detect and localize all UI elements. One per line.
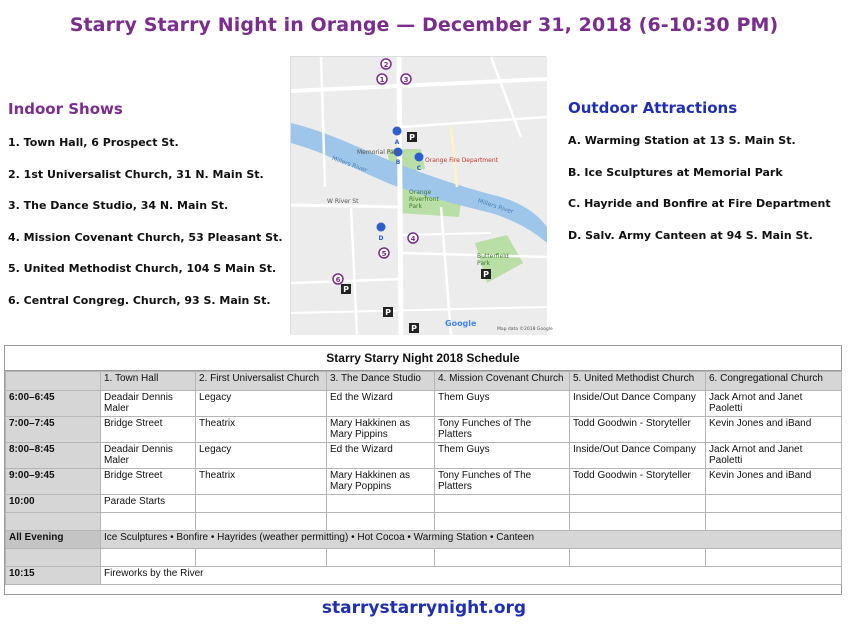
- outdoor-attraction-item: B. Ice Sculptures at Memorial Park: [568, 165, 783, 179]
- fireworks-cell: Fireworks by the River: [101, 567, 842, 585]
- indoor-show-item: 2. 1st Universalist Church, 31 N. Main St.: [8, 167, 264, 181]
- map-label: Memorial Park: [357, 149, 400, 156]
- table-row: [6, 417, 842, 443]
- parking-icon: [383, 307, 393, 317]
- outdoor-attraction-item: D. Salv. Army Canteen at 94 S. Main St.: [568, 228, 813, 242]
- marker-6-icon: [333, 274, 343, 284]
- table-row: [6, 549, 842, 567]
- table-cell: [327, 513, 435, 531]
- svg-text:2: 2: [383, 61, 389, 69]
- table-cell: Jack Arnot and Janet Paoletti: [706, 391, 842, 417]
- schedule-header-row: [6, 372, 842, 391]
- column-header: 6. Congregational Church: [706, 372, 842, 391]
- svg-text:1: 1: [379, 76, 385, 84]
- svg-text:B: B: [395, 159, 401, 166]
- table-cell: Todd Goodwin - Storyteller: [570, 417, 706, 443]
- column-header: 3. The Dance Studio: [327, 372, 435, 391]
- svg-text:6: 6: [335, 276, 341, 284]
- svg-text:P: P: [409, 133, 415, 142]
- indoor-shows-heading: Indoor Shows: [8, 100, 123, 118]
- indoor-show-item: 4. Mission Covenant Church, 53 Pleasant St.: [8, 230, 283, 244]
- indoor-show-item: 1. Town Hall, 6 Prospect St.: [8, 136, 179, 149]
- column-header: 4. Mission Covenant Church: [435, 372, 570, 391]
- table-cell: [570, 513, 706, 531]
- table-cell: Inside/Out Dance Company: [570, 391, 706, 417]
- table-cell: [706, 495, 842, 513]
- table-cell: Deadair Dennis Maler: [101, 391, 196, 417]
- parking-icon: [409, 323, 419, 333]
- table-row: [6, 391, 842, 417]
- table-cell: Bridge Street: [101, 469, 196, 495]
- table-cell: Theatrix: [196, 417, 327, 443]
- table-cell: [327, 549, 435, 567]
- table-cell: Bridge Street: [101, 417, 196, 443]
- map-label: W River St: [327, 198, 359, 205]
- column-header: 5. United Methodist Church: [570, 372, 706, 391]
- marker-1-icon: [377, 74, 387, 84]
- table-cell: Mary Hakkinen as Mary Pippins: [327, 417, 435, 443]
- indoor-show-item: 5. United Methodist Church, 104 S Main St.: [8, 262, 277, 275]
- column-header: 2. First Universalist Church: [196, 372, 327, 391]
- table-cell: Tony Funches of The Platters: [435, 417, 570, 443]
- outdoor-attraction-item: A. Warming Station at 13 S. Main St.: [568, 134, 796, 147]
- table-cell: Ed the Wizard: [327, 391, 435, 417]
- indoor-shows-list: [8, 136, 283, 325]
- table-cell: [196, 513, 327, 531]
- table-row: [6, 443, 842, 469]
- table-cell: [435, 495, 570, 513]
- map-label: Millers River: [330, 154, 369, 175]
- map-label: Butterfield Park: [477, 253, 509, 267]
- table-cell: Them Guys: [435, 443, 570, 469]
- table-cell: [101, 513, 196, 531]
- table-cell: Jack Arnot and Janet Paoletti: [706, 443, 842, 469]
- table-cell: Legacy: [196, 443, 327, 469]
- table-cell: [101, 549, 196, 567]
- table-cell: [435, 513, 570, 531]
- schedule-title: Starry Starry Night 2018 Schedule: [5, 346, 841, 371]
- main-street-road: [399, 57, 401, 335]
- table-cell: Tony Funches of The Platters: [435, 469, 570, 495]
- table-row: [6, 469, 842, 495]
- w-river-st-road: [291, 205, 399, 207]
- svg-text:P: P: [385, 308, 391, 317]
- table-cell: Todd Goodwin - Storyteller: [570, 469, 706, 495]
- svg-text:P: P: [411, 324, 417, 333]
- schedule-grid: [5, 371, 842, 585]
- table-cell: Legacy: [196, 391, 327, 417]
- map-label: Millers River: [476, 197, 515, 216]
- outdoor-attraction-item: C. Hayride and Bonfire at Fire Department: [568, 197, 831, 210]
- table-row: [6, 567, 842, 585]
- parking-icon: [407, 132, 417, 142]
- svg-text:3: 3: [403, 76, 409, 84]
- indoor-show-item: 6. Central Congreg. Church, 93 S. Main St.: [8, 293, 271, 307]
- svg-text:4: 4: [410, 235, 416, 243]
- marker-5-icon: [379, 248, 389, 258]
- table-cell: [570, 495, 706, 513]
- table-cell: [327, 495, 435, 513]
- table-cell: Deadair Dennis Maler: [101, 443, 196, 469]
- google-logo: Google: [445, 319, 477, 328]
- svg-text:C: C: [416, 165, 422, 172]
- table-cell: Kevin Jones and iBand: [706, 417, 842, 443]
- table-row: [6, 531, 842, 549]
- indoor-show-item: 3. The Dance Studio, 34 N. Main St.: [8, 199, 229, 212]
- svg-text:A: A: [394, 139, 400, 146]
- parking-icon: [481, 269, 491, 279]
- table-cell: [706, 549, 842, 567]
- time-cell: 10:00: [6, 495, 101, 513]
- all-evening-cell: Ice Sculptures • Bonfire • Hayrides (weather permitting) • Hot Cocoa • Warming Station • Canteen: [101, 531, 842, 549]
- table-cell: Ed the Wizard: [327, 443, 435, 469]
- table-cell: Parade Starts: [101, 495, 196, 513]
- time-cell: 7:00–7:45: [6, 417, 101, 443]
- map-label: Orange Fire Department: [425, 157, 498, 164]
- svg-text:P: P: [343, 285, 349, 294]
- event-map: [290, 56, 553, 334]
- table-cell: Theatrix: [196, 469, 327, 495]
- time-cell: 8:00–8:45: [6, 443, 101, 469]
- table-cell: Them Guys: [435, 391, 570, 417]
- time-cell: [6, 513, 101, 531]
- table-cell: [196, 549, 327, 567]
- table-cell: [435, 549, 570, 567]
- outdoor-attractions-list: [568, 134, 831, 260]
- map-attribution: Map data ©2018 Google: [497, 327, 553, 332]
- table-cell: [196, 495, 327, 513]
- table-cell: Inside/Out Dance Company: [570, 443, 706, 469]
- svg-text:D: D: [378, 235, 384, 242]
- time-cell: All Evening: [6, 531, 101, 549]
- parking-icon: [341, 284, 351, 294]
- outdoor-attractions-heading: Outdoor Attractions: [568, 99, 738, 117]
- time-cell: [6, 549, 101, 567]
- svg-text:P: P: [483, 270, 489, 279]
- column-header: 1. Town Hall: [101, 372, 196, 391]
- table-cell: Kevin Jones and iBand: [706, 469, 842, 495]
- time-cell: 10:15: [6, 567, 101, 585]
- time-cell: 6:00–6:45: [6, 391, 101, 417]
- website-link[interactable]: starrystarrynight.org: [321, 598, 527, 618]
- time-cell: 9:00–9:45: [6, 469, 101, 495]
- table-cell: Mary Hakkinen as Mary Poppins: [327, 469, 435, 495]
- column-header: [6, 372, 101, 391]
- marker-4-icon: [408, 233, 418, 243]
- map-label: Orange Riverfront Park: [409, 189, 439, 210]
- table-cell: [570, 549, 706, 567]
- table-cell: [706, 513, 842, 531]
- schedule-table: [4, 345, 842, 595]
- table-row: [6, 513, 842, 531]
- marker-2-icon: [381, 59, 391, 69]
- table-row: [6, 495, 842, 513]
- page-title: Starry Starry Night in Orange — December 31, 2018 (6-10:30 PM): [69, 14, 779, 36]
- svg-text:5: 5: [381, 250, 387, 258]
- marker-3-icon: [401, 74, 411, 84]
